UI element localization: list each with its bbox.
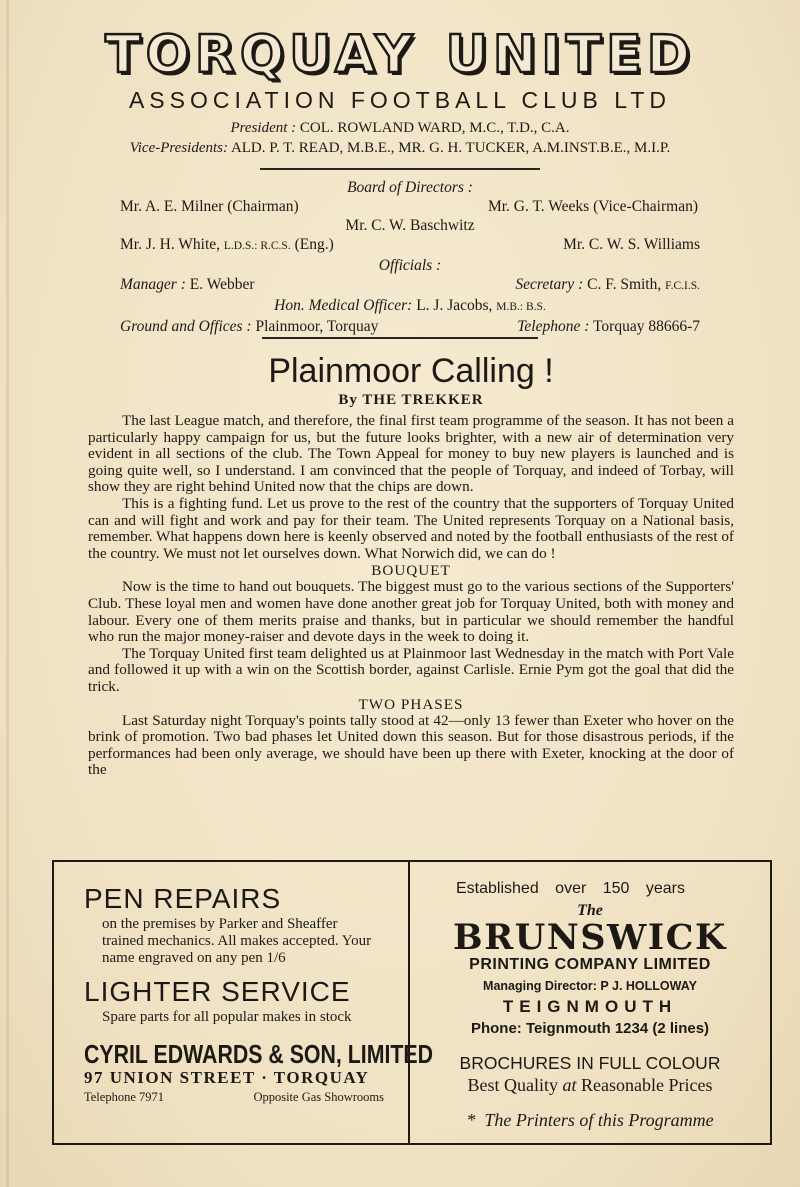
ad-pen-repairs-heading: PEN REPAIRS [84, 883, 282, 914]
club-name-word2: UNITED [445, 25, 695, 85]
director-white: Mr. J. H. White, L.D.S.: R.C.S. (Eng.) [120, 236, 334, 253]
ad-lighter-text: Spare parts for all popular makes in stock [102, 1009, 352, 1025]
section-heading-bouquet: BOUQUET [371, 562, 451, 580]
director-williams: Mr. C. W. S. Williams [563, 236, 700, 253]
club-telephone: Telephone : Torquay 88666-7 [517, 318, 700, 335]
director-vice-chairman: Mr. G. T. Weeks (Vice-Chairman) [487, 198, 698, 215]
director-baschwitz: Mr. C. W. Baschwitz [345, 217, 475, 234]
secretary: Secretary : C. F. Smith, F.C.I.S. [515, 276, 700, 293]
ad-managing-director: Managing Director: P J. HOLLOWAY [483, 979, 697, 993]
medical-officer: Hon. Medical Officer: L. J. Jacobs, M.B.: B.S. [274, 297, 546, 314]
ad-brochures: BROCHURES IN FULL COLOUR [459, 1053, 721, 1073]
article-paragraph-2: This is a fighting fund. Let us prove to the rest of the country that the supporters of Torquay United can and will fight and work and pay for their team. The United represents Torquay on a National basis, remember. What happens down here is keenly observed and noted by the football enthusiasts of the rest of the country. We must not let ourselves down. What Norwich did, we can do ! [88, 494, 734, 562]
ad-address: 97 UNION STREET · TORQUAY [84, 1068, 370, 1087]
asterisk-icon: * [466, 1110, 476, 1130]
section-heading-two-phases: TWO PHASES [358, 695, 464, 713]
ad-telephone: Telephone 7971 [84, 1090, 165, 1104]
article-paragraph-4: The Torquay United first team delighted us at Plainmoor last Wednesday in the match with Port Vale and followed it up with a win on the Scottish border, against Carlisle. Ernie Pym got the goal that did the trick. [88, 644, 734, 695]
ad-company-name: CYRIL EDWARDS & SON, LIMITED [84, 1039, 434, 1069]
club-subtitle: ASSOCIATION FOOTBALL CLUB LTD [128, 87, 672, 113]
club-name-word1: TORQUAY [105, 25, 418, 85]
vice-presidents-line [0, 138, 800, 158]
ad-brunswick-name: BRUNSWICK [453, 917, 727, 958]
club-header [0, 26, 800, 170]
article [88, 352, 734, 779]
ad-established: Established over 150 years [456, 880, 685, 897]
ad-phone: Phone: Teignmouth 1234 (2 lines) [470, 1020, 710, 1037]
header-divider [260, 168, 540, 170]
article-title: Plainmoor Calling ! [268, 352, 554, 390]
ad-printing-company: PRINTING COMPANY LIMITED [469, 956, 711, 973]
president-label: President : [230, 120, 297, 136]
article-paragraph-1: The last League match, and therefore, the final first team programme of the season. It has not been a particularly happy campaign for us, but the future looks brighter, with a new air of determination very evident in all sections of the club. The Town Appeal for money to buy new players is launched and is going quite well, so I understand. I am convinced that the people of Torquay, and indeed of Torbay, will show they are right behind United now that the chips are down. [88, 412, 734, 496]
president-line [0, 118, 800, 138]
ad-pen-repairs-text: on the premises by Parker and Sheaffer trained mechanics. All makes accepted. Your name engraved on any pen 1/6 [102, 916, 372, 966]
officials-title: Officials : [378, 257, 442, 274]
manager: Manager : E. Webber [120, 276, 255, 293]
director-chairman: Mr. A. E. Milner (Chairman) [120, 198, 299, 215]
ad-printers: * The Printers of this Programme [466, 1110, 714, 1130]
ad-lighter-heading: LIGHTER SERVICE [84, 976, 351, 1007]
vice-presidents-label: Vice-Presidents: [129, 140, 228, 156]
president-name: COL. ROWLAND WARD, M.C., T.D., C.A. [299, 120, 570, 136]
club-name [0, 26, 800, 84]
ad-opposite: Opposite Gas Showrooms [253, 1090, 384, 1104]
board-divider [262, 337, 538, 339]
ground-offices: Ground and Offices : Plainmoor, Torquay [120, 318, 379, 335]
board-of-directors [120, 178, 700, 336]
ad-brunswick [410, 862, 770, 1143]
ad-cyril-edwards [54, 862, 434, 1143]
article-byline: By THE TREKKER [338, 392, 484, 408]
article-paragraph-3: Now is the time to hand out bouquets. The biggest must go to the various sections of the Supporters' Club. These loyal men and women have done another great job for Torquay United, both with money and labour. Every one of them merits praise and thanks, but in particular we should remember the handful who run the major money-raiser and devote days in the week to doing it. [88, 578, 734, 646]
article-paragraph-5: Last Saturday night Torquay's points tally stood at 42—only 13 fewer than Exeter who hover on the brink of promotion. Two bad phases let United down this season. But for those disastrous periods, if the performances had been only average, we should have been up there with Exeter, knocking at the door of the [88, 711, 734, 779]
ad-best-quality: Best Quality at Reasonable Prices [467, 1075, 713, 1095]
board-title: Board of Directors : [347, 179, 473, 196]
ad-the: The [577, 902, 603, 919]
page-crease [6, 0, 9, 1187]
advertisements [52, 860, 772, 1145]
vice-presidents-names: ALD. P. T. READ, M.B.E., MR. G. H. TUCKER, A.M.INST.B.E., M.I.P. [230, 140, 671, 156]
ad-town: TEIGNMOUTH [502, 997, 678, 1016]
